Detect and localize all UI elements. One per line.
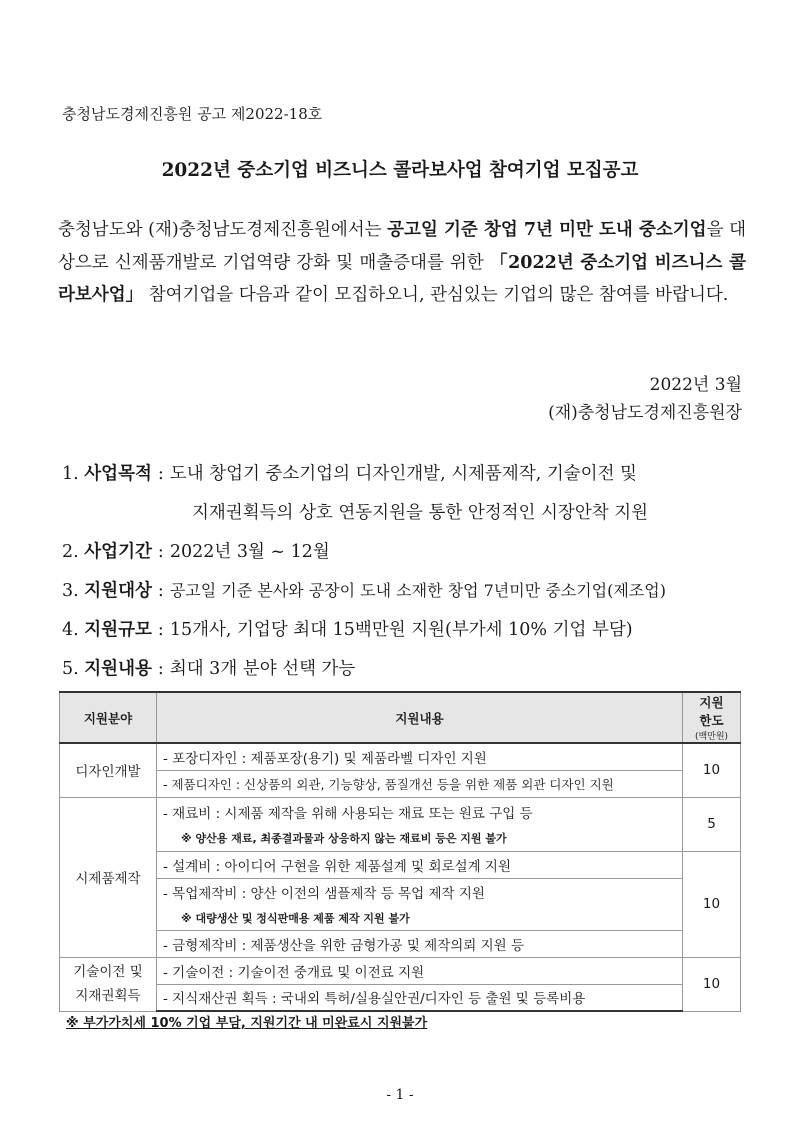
- cell-limit: 10: [683, 957, 741, 1011]
- item-text: 2022년 3월 ~ 12월: [169, 542, 330, 562]
- header-cat: 지원분야: [60, 692, 157, 743]
- item-label: 사업목적: [84, 464, 152, 484]
- header-limit: 지원 한도 (백만원): [683, 692, 741, 743]
- item-text: 최대 3개 분야 선택 가능: [169, 659, 356, 679]
- intro-text-3: 참여기업을 다음과 같이 모집하오니, 관심있는 기업의 많은 참여를 바랍니다.: [143, 285, 729, 305]
- table-row: [60, 930, 741, 957]
- item-number: 1.: [62, 464, 79, 484]
- cell-category: 기술이전 및 지재권획득: [60, 957, 157, 1011]
- section-item: [62, 538, 330, 563]
- section-item: [62, 616, 633, 641]
- item-text: 도내 창업기 중소기업의 디자인개발, 시제품제작, 기술이전 및: [169, 464, 637, 484]
- item-continuation: 지재권획득의 상호 연동지원을 통한 안정적인 시장안착 지원: [192, 503, 648, 523]
- item-number: 4.: [62, 620, 79, 640]
- cell-limit: 10: [683, 743, 741, 797]
- cell-content: - 지식재산권 획득 : 국내외 특허/실용실안권/디자인 등 출원 및 등록비용: [157, 984, 683, 1011]
- table-row: [60, 743, 741, 770]
- item-text: 15개사, 기업당 최대 15백만원 지원(부가세 10% 기업 부담): [169, 620, 633, 640]
- item-number: 2.: [62, 542, 79, 562]
- cell-limit: 5: [683, 797, 741, 851]
- item-separator: :: [157, 464, 164, 484]
- table-row: [60, 878, 741, 930]
- item-separator: :: [157, 542, 164, 562]
- cell-limit: 10: [683, 851, 741, 957]
- item-number: 3.: [62, 581, 79, 601]
- organization-signature: (재)충청남도경제진흥원장: [548, 403, 742, 423]
- item-separator: :: [157, 659, 164, 679]
- cell-category: 시제품제작: [60, 797, 157, 957]
- intro-bold-1: 공고일 기준 창업 7년 미만 도내 중소기업: [387, 220, 707, 240]
- section-item: [62, 460, 637, 485]
- intro-paragraph: [58, 214, 746, 312]
- item-separator: :: [157, 581, 164, 601]
- item-separator: :: [157, 620, 164, 640]
- item-text: 공고일 기준 본사와 공장이 도내 소재한 창업 7년미만 중소기업(제조업): [169, 581, 666, 600]
- table-row: [60, 797, 741, 851]
- table-row: [60, 770, 741, 797]
- table-footnote: ※ 부가가치세 10% 기업 부담, 지원기간 내 미완료시 지원불가: [66, 1016, 428, 1031]
- cell-content: - 목업제작비 : 양산 이전의 샘플제작 등 목업 제작 지원 ※ 대량생산 및 정식판매용 제품 제작 지원 불가: [157, 878, 683, 930]
- cell-content: - 기술이전 : 기술이전 중개료 및 이전료 지원: [157, 957, 683, 984]
- table-row: [60, 984, 741, 1011]
- intro-bold-2: 「2022년 중소기업 비즈니스 콜라보사업」: [58, 252, 746, 305]
- cell-content: - 제품디자인 : 신상품의 외관, 기능향상, 품질개선 등을 위한 제품 외관 디자인 지원: [157, 770, 683, 797]
- item-label: 지원내용: [84, 659, 152, 679]
- page-number: - 1 -: [386, 1087, 414, 1103]
- table-row: [60, 957, 741, 984]
- notice-number: 충청남도경제진흥원 공고 제2022-18호: [62, 105, 323, 123]
- intro-text-1: 충청남도와 (재)충청남도경제진흥원에서는: [58, 220, 388, 240]
- cell-content: - 재료비 : 시제품 제작을 위해 사용되는 재료 또는 원료 구입 등 ※ 양산용 재료, 최종결과물과 상응하지 않는 재료비 등은 지원 불가: [157, 797, 683, 851]
- support-table: [59, 691, 741, 1012]
- section-item: [62, 655, 355, 680]
- cell-content: - 포장디자인 : 제품포장(용기) 및 제품라벨 디자인 지원: [157, 743, 683, 770]
- page-title: 2022년 중소기업 비즈니스 콜라보사업 참여기업 모집공고: [161, 160, 639, 181]
- cell-category: 디자인개발: [60, 743, 157, 797]
- item-label: 사업기간: [84, 542, 152, 562]
- item-number: 5.: [62, 659, 79, 679]
- header-content: 지원내용: [157, 692, 683, 743]
- intro-text-2: 을 대상으로 신제품개발로 기업역량 강화 및 매출증대를 위한: [58, 220, 747, 273]
- item-label: 지원규모: [84, 620, 152, 640]
- section-item: [62, 577, 666, 602]
- announcement-date: 2022년 3월: [649, 375, 742, 395]
- table-header-row: [60, 692, 741, 743]
- cell-content: - 금형제작비 : 제품생산을 위한 금형가공 및 제작의뢰 지원 등: [157, 930, 683, 957]
- item-label: 지원대상: [84, 581, 152, 601]
- table-row: [60, 851, 741, 878]
- cell-content: - 설계비 : 아이디어 구현을 위한 제품설계 및 회로설계 지원: [157, 851, 683, 878]
